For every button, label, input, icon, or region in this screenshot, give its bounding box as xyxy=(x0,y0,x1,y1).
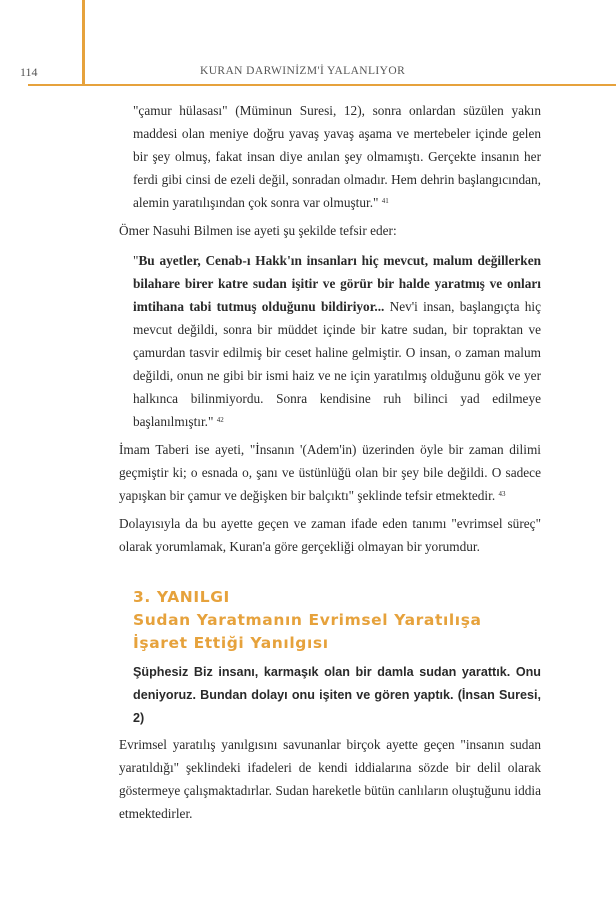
footnote-ref-42: 42 xyxy=(216,416,224,424)
heading-number: 3. YANILGI xyxy=(133,588,230,606)
verse-quote: Şüphesiz Biz insanı, karmaşık olan bir damla sudan yarattık. Onu deniyoruz. Bundan dolayı onu işiten ve gören yaptık. (İnsan Suresi, 2) xyxy=(133,665,541,725)
paragraph-bilmen-intro: Ömer Nasuhi Bilmen ise ayeti şu şekilde tefsir eder: xyxy=(119,223,397,238)
page-content xyxy=(119,99,541,825)
paragraph-taberi-text: İmam Taberi ise ayeti, "İnsanın '(Adem'in) üzerinden öyle bir zaman dilimi geçmiştir ki; o esnada o, şanı ve üstünlüğü olan bir şey bile değildi. O sadece yapışkan bir çamur ve değişken bir balçıktı" şeklinde tefsir etmektedir. xyxy=(119,442,541,503)
page-number: 114 xyxy=(20,65,38,79)
section-heading xyxy=(133,586,541,655)
footnote-ref-43: 43 xyxy=(498,490,506,498)
header-horizontal-rule xyxy=(28,84,616,86)
running-head: KURAN DARWINİZM'İ YALANLIYOR xyxy=(200,65,406,77)
paragraph-conclusion: Dolayısıyla da bu ayette geçen ve zaman ifade eden tanımı "evrimsel süreç" olarak yorumlamak, Kuran'a göre gerçekliği olmayan bir yorumdur. xyxy=(119,516,541,554)
paragraph-taberi xyxy=(119,438,541,507)
quote-open-mark: " xyxy=(133,253,139,268)
header-vertical-rule xyxy=(82,0,85,86)
footnote-ref-41: 41 xyxy=(381,197,389,205)
heading-title-line-2: İşaret Ettiği Yanılgısı xyxy=(133,634,329,652)
quote-bilmen xyxy=(133,249,541,433)
quote-bold-text: Bu ayetler, Cenab-ı Hakk'ın insanları hiç mevcut, malum değillerken bilahare birer katre sudan işitir ve görür bir halde yaratmış ve onları imtihana tabi tutmuş olduğunu bildiriyor... xyxy=(133,253,541,314)
quote-rest-text: Nev'i insan, başlangıçta hiç mevcut değildi, sonra bir müddet içinde bir katre sudan, bir topraktan ve çamurdan tasvir edilmiş bir ceset haline gelmiştir. O insan, o zaman malum değildi, onun ne gibi bir ismi haiz ve ne için yaratılmış olduğunu gök ve yer halkınca bilinmiyordu. Sonra kendisine ruh bilinci yad edilmeye başlanılmıştır." xyxy=(133,299,541,429)
quote-continuation xyxy=(133,99,541,214)
paragraph-evolution-claim: Evrimsel yaratılış yanılgısını savunanlar birçok ayette geçen "insanın sudan yaratıldığı" şeklindeki ifadeleri de kendi iddialarına sözde bir delil olarak göstermeye çalışmaktadırlar. Sudan hareketle bütün canlıların oluştuğunu iddia etmektedirler. xyxy=(119,737,541,821)
quote-text: "çamur hülasası" (Müminun Suresi, 12), sonra onlardan süzülen yakın maddesi olan meniye doğru yavaş yavaş aşama ve mertebeler içinde gelen bir şey olmuş, fakat insan diye anılan şey olmamıştı. Gerçekte insanın her ferdi gibi cinsi de ezeli değil, sonradan olmadır. Hem dehrin başlangıcından, alemin yaratılışından çok sonra var olmuştur." xyxy=(133,103,541,210)
heading-title-line-1: Sudan Yaratmanın Evrimsel Yaratılışa xyxy=(133,611,482,629)
